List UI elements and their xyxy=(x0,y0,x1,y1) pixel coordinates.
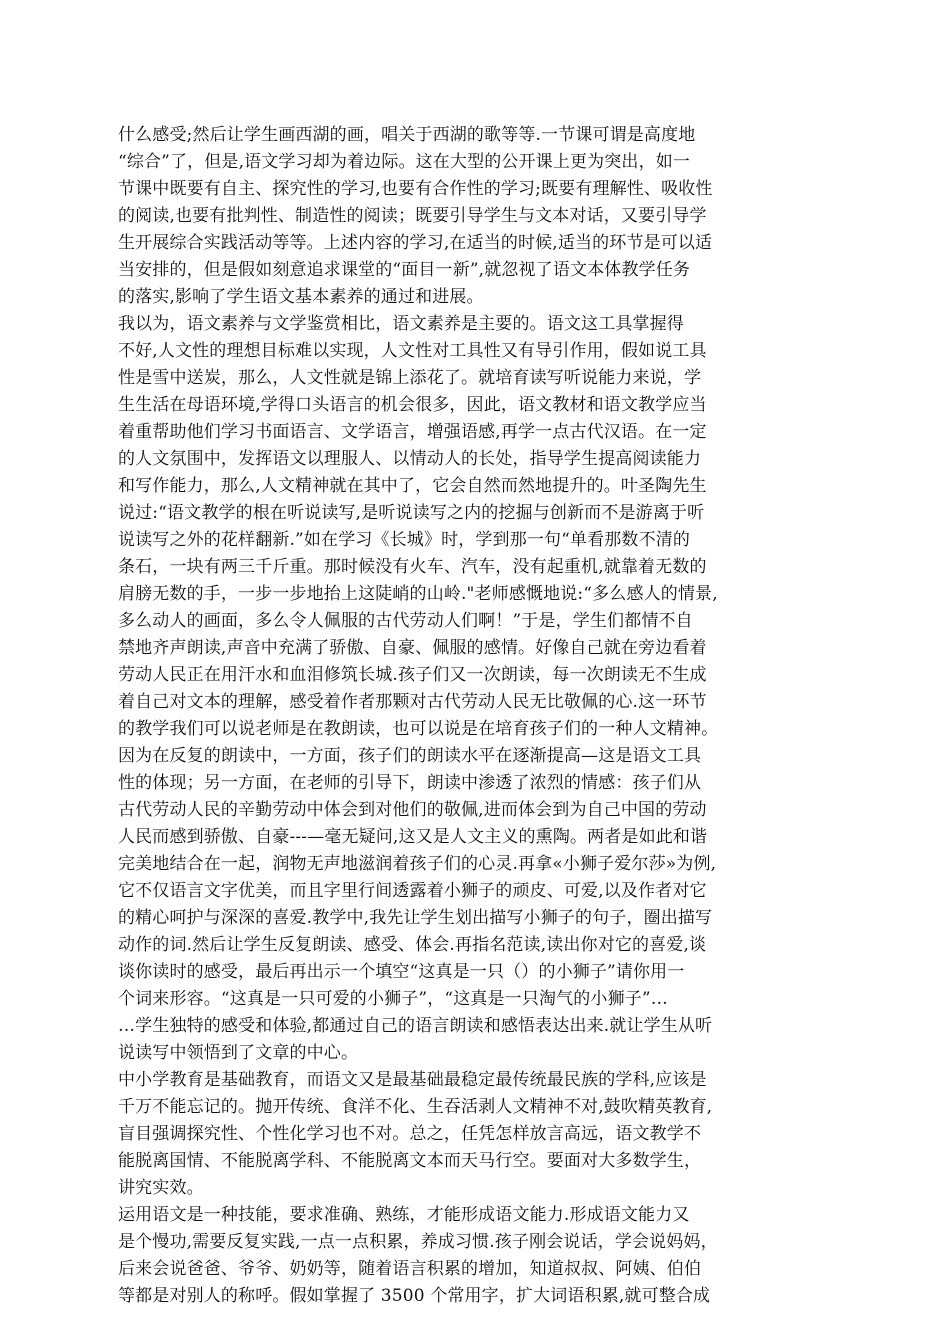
text-line: 的人文氛围中，发挥语文以理服人、以情动人的长处，指导学生提高阅读能力 xyxy=(118,449,702,469)
text-line: 的落实,影响了学生语文基本素养的通过和进展。 xyxy=(118,287,484,307)
text-line: …学生独特的感受和体验,都通过自己的语言朗读和感悟表达出来.就让学生从听 xyxy=(118,1016,713,1036)
text-line: 谈你读时的感受，最后再出示一个填空“这真是一只（）的小狮子”请你用一 xyxy=(118,962,685,982)
text-line: 个词来形容。“这真是一只可爱的小狮子”，“这真是一只淘气的小狮子”… xyxy=(118,989,668,1009)
text-line: 讲究实效。 xyxy=(118,1178,204,1198)
document-body xyxy=(118,122,832,1310)
text-line: 等都是对别人的称呼。假如掌握了 3500 个常用字，扩大词语积累,就可整合成 xyxy=(118,1286,711,1306)
text-line: 生生活在母语环境,学得口头语言的机会很多，因此，语文教材和语文教学应当 xyxy=(118,395,707,415)
text-line: 中小学教育是基础教育，而语文又是最基础最稳定最传统最民族的学科,应该是 xyxy=(118,1070,707,1090)
text-line: 说读写之外的花样翻新.”如在学习《长城》时，学到那一句“单看那数不清的 xyxy=(118,530,691,550)
text-line: 盲目强调探究性、个性化学习也不对。总之，任凭怎样放言高远，语文教学不 xyxy=(118,1124,702,1144)
text-line: 劳动人民正在用汗水和血泪修筑长城.孩子们又一次朗读，每一次朗读无不生成 xyxy=(118,665,707,685)
text-line: 说过:“语文教学的根在听说读写,是听说读写之内的挖掘与创新而不是游离于听 xyxy=(118,503,705,523)
text-line: 是个慢功,需要反复实践,一点一点积累，养成习惯.孩子刚会说话，学会说妈妈， xyxy=(118,1232,718,1252)
text-line: 禁地齐声朗读,声音中充满了骄傲、自豪、佩服的感情。好像自己就在旁边看着 xyxy=(118,638,707,658)
text-line: 不好,人文性的理想目标难以实现，人文性对工具性又有导引作用，假如说工具 xyxy=(118,341,707,361)
paragraph-3 xyxy=(118,1067,832,1202)
text-line: 运用语文是一种技能，要求准确、熟练，才能形成语文能力.形成语文能力又 xyxy=(118,1205,690,1225)
text-line: 完美地结合在一起，润物无声地滋润着孩子们的心灵.再拿«小狮子爱尔莎»为例, xyxy=(118,854,717,874)
text-line: 千万不能忘记的。抛开传统、食洋不化、生吞活剥人文精神不对,鼓吹精英教育, xyxy=(118,1097,713,1117)
text-line: 着自己对文本的理解，感受着作者那颗对古代劳动人民无比敬佩的心.这一环节 xyxy=(118,692,707,712)
text-line: 后来会说爸爸、爷爷、奶奶等，随着语言积累的增加，知道叔叔、阿姨、伯伯 xyxy=(118,1259,702,1279)
paragraph-1 xyxy=(118,122,832,311)
text-line: 生开展综合实践活动等等。上述内容的学习,在适当的时候,适当的环节是可以适 xyxy=(118,233,713,253)
paragraph-4 xyxy=(118,1202,832,1310)
text-line: 说读写中领悟到了文章的中心。 xyxy=(118,1043,359,1063)
text-line: 人民而感到骄傲、自豪---—毫无疑问,这又是人文主义的熏陶。两者是如此和谐 xyxy=(118,827,708,847)
text-line: 的阅读,也要有批判性、制造性的阅读；既要引导学生与文本对话，又要引导学 xyxy=(118,206,707,226)
text-line: 的精心呵护与深深的喜爱.教学中,我先让学生划出描写小狮子的句子，圈出描写 xyxy=(118,908,713,928)
text-line: 多么动人的画面，多么令人佩服的古代劳动人们啊！”于是，学生们都情不自 xyxy=(118,611,693,631)
text-line: 因为在反复的朗读中，一方面，孩子们的朗读水平在逐渐提高—这是语文工具 xyxy=(118,746,702,766)
text-line: 性是雪中送炭，那么，人文性就是锦上添花了。就培育读写听说能力来说，学 xyxy=(118,368,702,388)
text-line: 和写作能力，那么,人文精神就在其中了，它会自然而然地提升的。叶圣陶先生 xyxy=(118,476,707,496)
text-line: 肩膀无数的手，一步一步地抬上这陡峭的山岭."老师感慨地说:“多么感人的情景, xyxy=(118,584,718,604)
paragraph-2 xyxy=(118,311,832,1067)
text-line: 它不仅语言文字优美，而且字里行间透露着小狮子的顽皮、可爱,以及作者对它 xyxy=(118,881,707,901)
text-line: 当安排的，但是假如刻意追求课堂的“面目一新”,就忽视了语文本体教学任务 xyxy=(118,260,691,280)
text-line: 的教学我们可以说老师是在教朗读，也可以说是在培育孩子们的一种人文精神。 xyxy=(118,719,719,739)
text-line: 动作的词.然后让学生反复朗读、感受、体会.再指名范读,读出你对它的喜爱,谈 xyxy=(118,935,707,955)
text-line: 节课中既要有自主、探究性的学习,也要有合作性的学习;既要有理解性、吸收性 xyxy=(118,179,713,199)
text-line: 我以为，语文素养与文学鉴赏相比，语文素养是主要的。语文这工具掌握得 xyxy=(118,314,684,334)
text-line: “综合”了，但是,语文学习却为着边际。这在大型的公开课上更为突出，如一 xyxy=(118,152,691,172)
text-line: 能脱离国情、不能脱离学科、不能脱离文本而天马行空。要面对大多数学生， xyxy=(118,1151,702,1171)
text-line: 什么感受;然后让学生画西湖的画，唱关于西湖的歌等等.一节课可谓是高度地 xyxy=(118,125,696,145)
text-line: 着重帮助他们学习书面语言、文学语言，增强语感,再学一点古代汉语。在一定 xyxy=(118,422,707,442)
text-line: 条石，一块有两三千斤重。那时候没有火车、汽车，没有起重机,就靠着无数的 xyxy=(118,557,707,577)
text-line: 古代劳动人民的辛勤劳动中体会到对他们的敬佩,进而体会到为自己中国的劳动 xyxy=(118,800,707,820)
text-line: 性的体现；另一方面，在老师的引导下，朗读中渗透了浓烈的情感：孩子们从 xyxy=(118,773,702,793)
